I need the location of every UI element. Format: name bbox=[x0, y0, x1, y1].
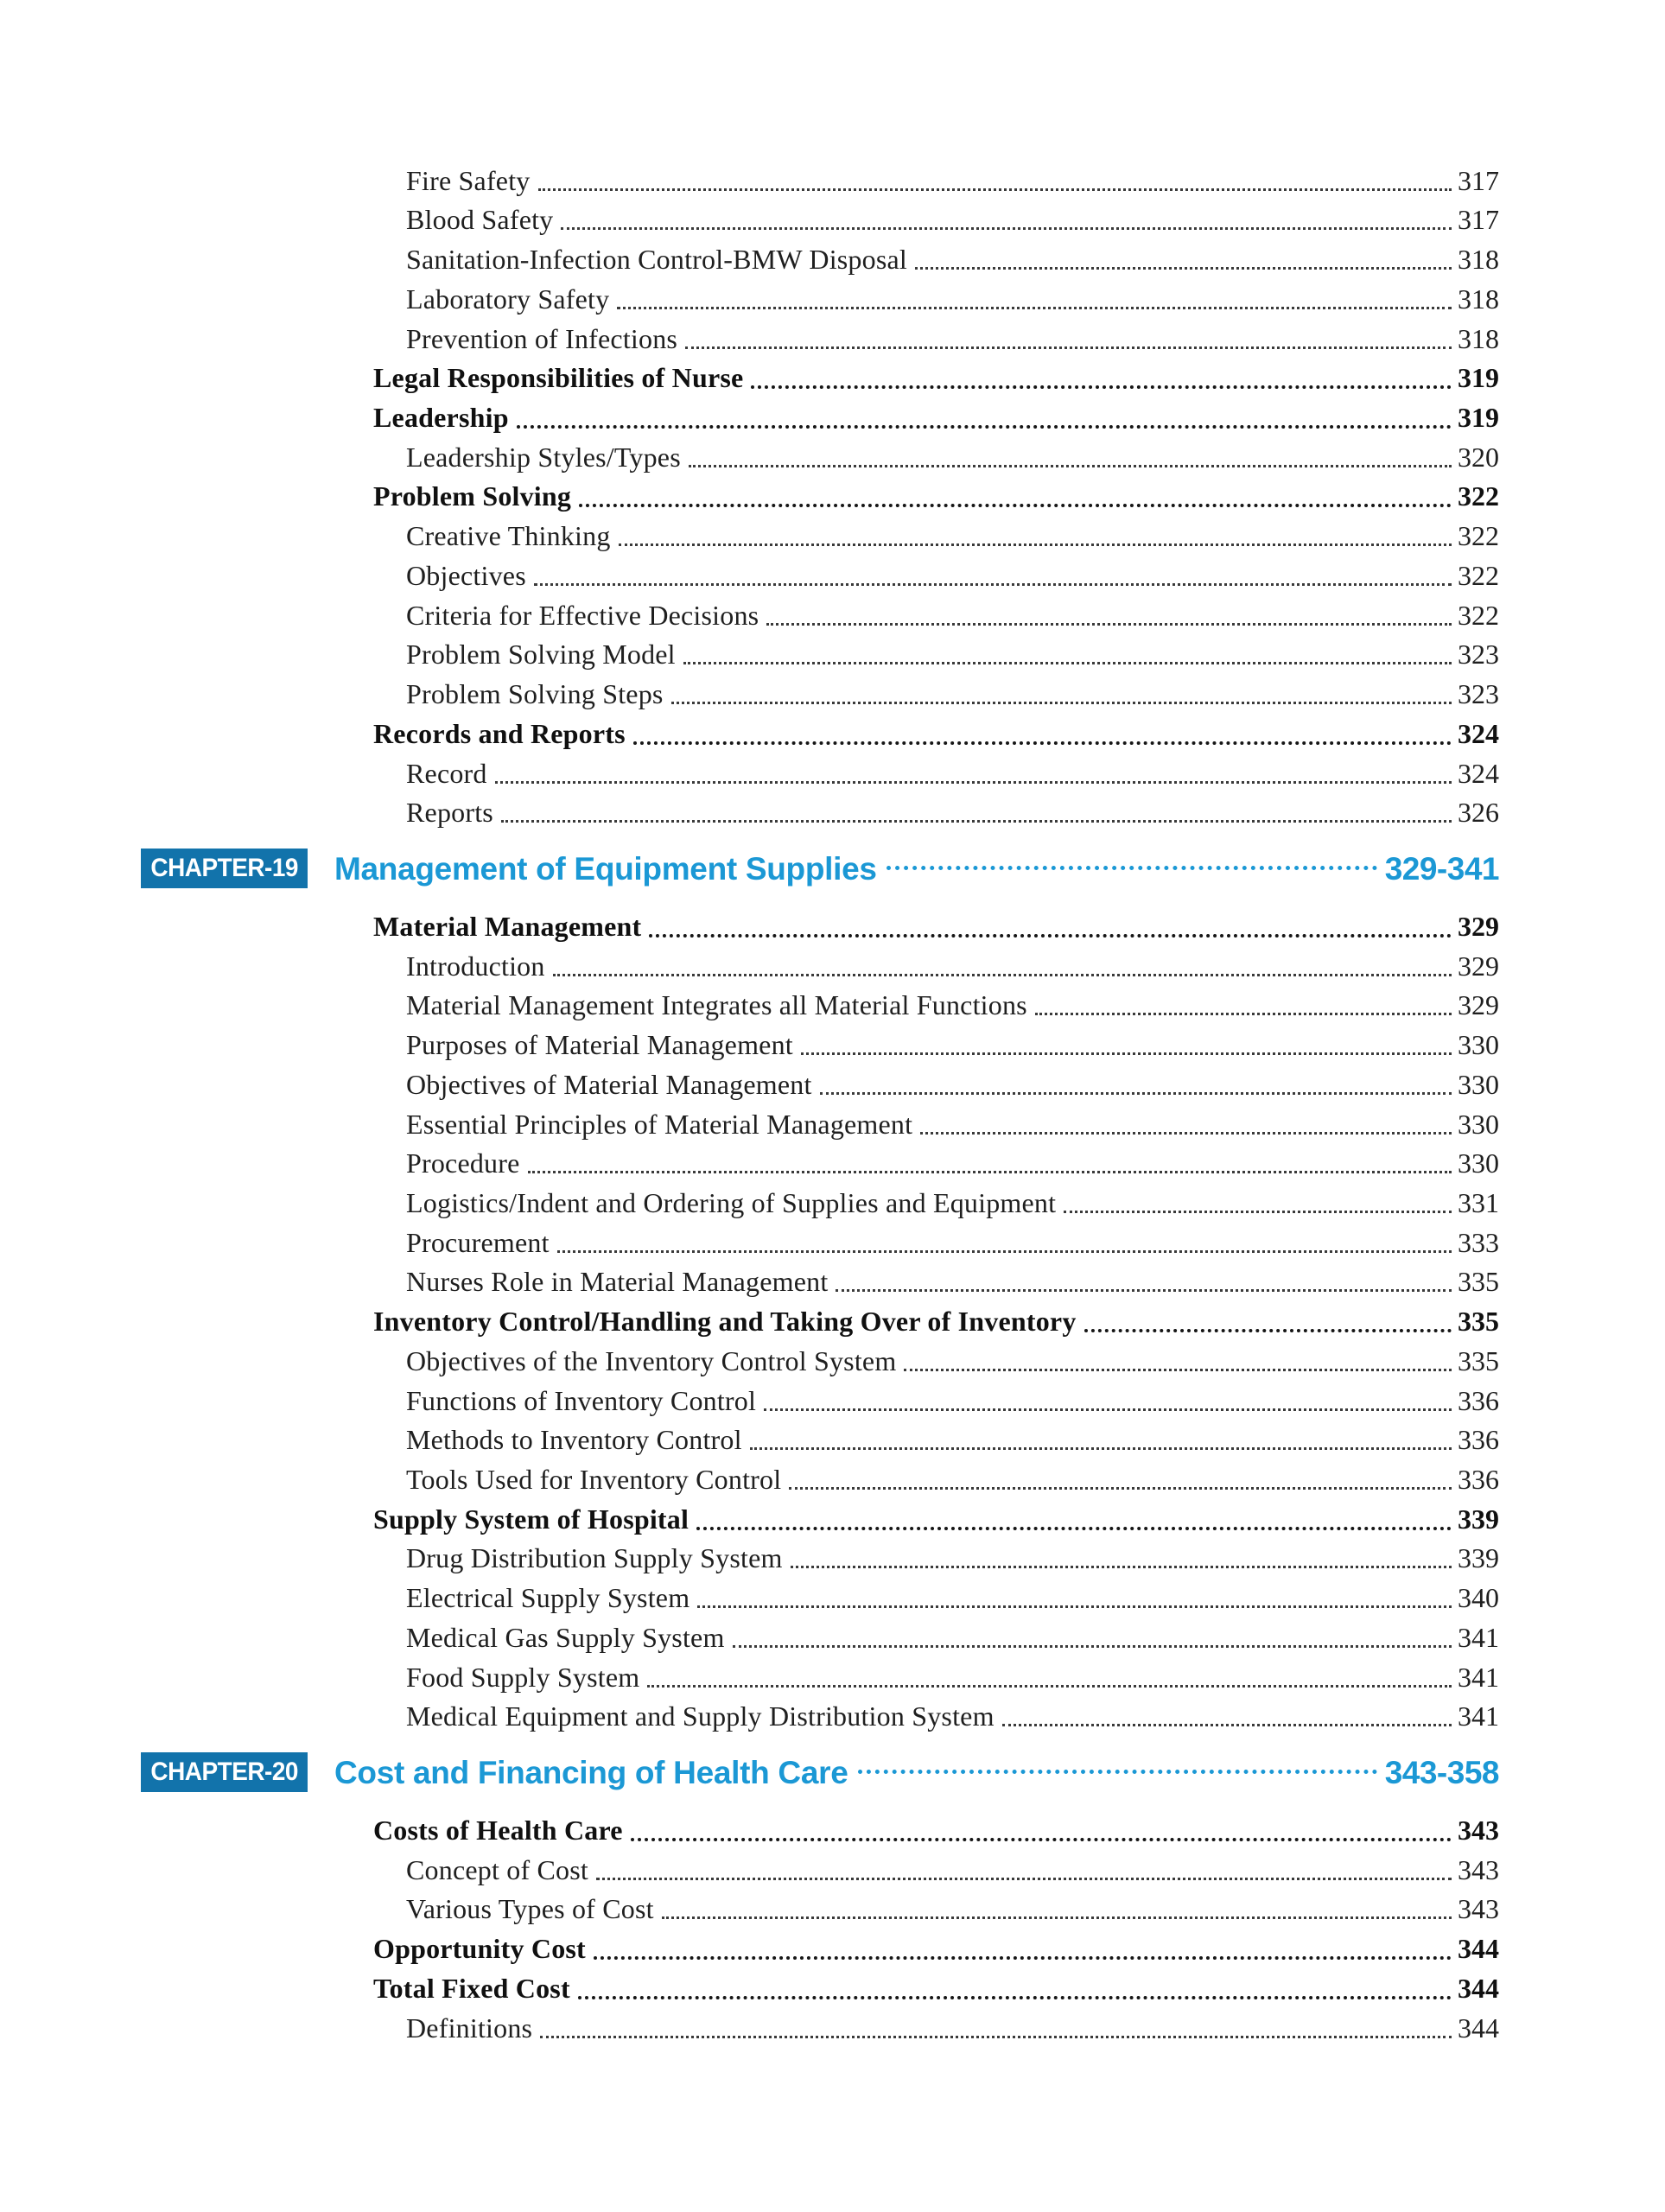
toc-entry-label: Medical Equipment and Supply Distribution System bbox=[406, 1700, 995, 1732]
toc-entry-page-number: 322 bbox=[1458, 559, 1499, 591]
dotted-leader bbox=[619, 543, 1452, 546]
toc-entry-page-number: 322 bbox=[1458, 599, 1499, 631]
toc-entry-page-number: 330 bbox=[1458, 1108, 1499, 1140]
toc-entry-page-number: 341 bbox=[1458, 1700, 1499, 1732]
toc-row bbox=[0, 2008, 1499, 2048]
toc-entry-label: Costs of Health Care bbox=[373, 1815, 623, 1847]
toc-entry-label: Creative Thinking bbox=[406, 520, 611, 552]
toc-entry-page-number: 329 bbox=[1458, 910, 1499, 942]
toc-row bbox=[0, 906, 1499, 946]
toc-entry-page-number: 344 bbox=[1458, 2012, 1499, 2044]
toc-row bbox=[0, 1421, 1499, 1460]
toc-row bbox=[0, 1850, 1499, 1890]
toc-row bbox=[0, 1144, 1499, 1184]
toc-entry-label: Opportunity Cost bbox=[373, 1933, 586, 1965]
dotted-leader bbox=[1064, 1211, 1452, 1213]
toc-entry-page-number: 339 bbox=[1458, 1503, 1499, 1535]
toc-entry-label: Record bbox=[406, 757, 487, 789]
toc-row bbox=[0, 359, 1499, 398]
toc-row bbox=[0, 1657, 1499, 1697]
dotted-leader bbox=[561, 227, 1452, 230]
chapter-section bbox=[0, 1746, 1499, 2047]
toc-entry-label: Introduction bbox=[406, 950, 545, 982]
toc-entry-label: Reports bbox=[406, 797, 493, 829]
toc-entry-label: Sanitation-Infection Control-BMW Disposal bbox=[406, 244, 907, 276]
toc-entry-label: Fire Safety bbox=[406, 164, 531, 196]
toc-entry-page-number: 336 bbox=[1458, 1424, 1499, 1456]
toc-entry-label: Supply System of Hospital bbox=[373, 1503, 690, 1535]
dotted-leader bbox=[647, 1685, 1452, 1688]
chapter-dotted-leader bbox=[887, 866, 1377, 870]
chapter-badge bbox=[141, 1752, 308, 1792]
toc-row bbox=[0, 1890, 1499, 1929]
dotted-leader bbox=[649, 934, 1452, 938]
toc-entry-label: Objectives of the Inventory Control System bbox=[406, 1344, 897, 1376]
toc-row bbox=[0, 1301, 1499, 1341]
toc-entry-label: Problem Solving bbox=[373, 480, 572, 512]
toc-row bbox=[0, 1618, 1499, 1657]
toc-entry-label: Problem Solving Steps bbox=[406, 678, 664, 710]
toc-row bbox=[0, 793, 1499, 833]
toc-entry-page-number: 344 bbox=[1458, 1933, 1499, 1965]
toc-row bbox=[0, 397, 1499, 437]
dotted-leader bbox=[920, 1132, 1452, 1135]
toc-entry-label: Objectives bbox=[406, 559, 526, 591]
toc-entry-label: Procedure bbox=[406, 1147, 520, 1179]
dotted-leader bbox=[685, 346, 1452, 349]
toc-entry-label: Inventory Control/Handling and Taking Over of Inventory bbox=[373, 1306, 1077, 1338]
toc-entry-page-number: 339 bbox=[1458, 1542, 1499, 1574]
toc-entry-label: Leadership Styles/Types bbox=[406, 441, 681, 473]
chapter-badge-label: CHAPTER-19 bbox=[150, 854, 298, 883]
toc-entry-label: Essential Principles of Material Management bbox=[406, 1108, 913, 1140]
toc-row bbox=[0, 437, 1499, 477]
toc-row bbox=[0, 674, 1499, 714]
toc-row bbox=[0, 753, 1499, 793]
dotted-leader bbox=[904, 1369, 1452, 1371]
toc-row bbox=[0, 1341, 1499, 1381]
dotted-leader bbox=[538, 188, 1452, 191]
toc-entry-page-number: 326 bbox=[1458, 797, 1499, 829]
toc-entry-page-number: 335 bbox=[1458, 1266, 1499, 1298]
dotted-leader bbox=[617, 307, 1452, 309]
chapter-badge bbox=[141, 849, 308, 888]
toc-entry-page-number: 330 bbox=[1458, 1068, 1499, 1100]
dotted-leader bbox=[557, 1250, 1452, 1253]
toc-entry-page-number: 319 bbox=[1458, 362, 1499, 394]
toc-entry-page-number: 329 bbox=[1458, 989, 1499, 1021]
toc-entry-page-number: 317 bbox=[1458, 164, 1499, 196]
dotted-leader bbox=[1084, 1329, 1452, 1332]
toc-entry-label: Medical Gas Supply System bbox=[406, 1621, 725, 1653]
toc-row bbox=[0, 1578, 1499, 1618]
toc-entry-label: Methods to Inventory Control bbox=[406, 1424, 742, 1456]
dotted-leader bbox=[801, 1052, 1452, 1055]
toc-entry-page-number: 343 bbox=[1458, 1853, 1499, 1885]
dotted-leader bbox=[766, 623, 1452, 626]
toc-row bbox=[0, 946, 1499, 986]
toc-continuation-section bbox=[0, 161, 1499, 832]
toc-entry-page-number: 320 bbox=[1458, 441, 1499, 473]
dotted-leader bbox=[534, 583, 1452, 586]
chapter-heading bbox=[0, 1746, 1499, 1798]
toc-entry-page-number: 330 bbox=[1458, 1147, 1499, 1179]
toc-entry-page-number: 322 bbox=[1458, 520, 1499, 552]
toc-entry-page-number: 341 bbox=[1458, 1621, 1499, 1653]
toc-entry-list bbox=[0, 906, 1499, 1736]
toc-entry-label: Concept of Cost bbox=[406, 1853, 588, 1885]
dotted-leader bbox=[553, 974, 1452, 976]
toc-entry-page-number: 323 bbox=[1458, 639, 1499, 671]
toc-entry-label: Various Types of Cost bbox=[406, 1893, 654, 1925]
chapter-heading bbox=[0, 842, 1499, 894]
dotted-leader bbox=[671, 702, 1452, 704]
toc-entry-label: Electrical Supply System bbox=[406, 1582, 690, 1614]
toc-row bbox=[0, 635, 1499, 675]
toc-entry-label: Problem Solving Model bbox=[406, 639, 676, 671]
chapter-dotted-leader bbox=[858, 1770, 1377, 1774]
toc-entry-page-number: 318 bbox=[1458, 244, 1499, 276]
dotted-leader bbox=[751, 385, 1452, 389]
toc-entry-label: Material Management Integrates all Material Functions bbox=[406, 989, 1027, 1021]
dotted-leader bbox=[501, 820, 1452, 823]
dotted-leader bbox=[733, 1645, 1452, 1648]
dotted-leader bbox=[495, 781, 1452, 784]
dotted-leader bbox=[662, 1916, 1452, 1919]
dotted-leader bbox=[683, 662, 1452, 664]
toc-entry-page-number: 317 bbox=[1458, 204, 1499, 236]
dotted-leader bbox=[578, 1996, 1452, 1999]
dotted-leader bbox=[517, 425, 1452, 429]
toc-row bbox=[0, 1381, 1499, 1421]
dotted-leader bbox=[1002, 1724, 1452, 1726]
toc-row bbox=[0, 319, 1499, 359]
toc-row bbox=[0, 1539, 1499, 1579]
chapter-page-range: 343-358 bbox=[1384, 1754, 1499, 1790]
toc-entry-page-number: 335 bbox=[1458, 1344, 1499, 1376]
toc-entry-page-number: 322 bbox=[1458, 480, 1499, 512]
dotted-leader bbox=[791, 1566, 1452, 1568]
dotted-leader bbox=[633, 741, 1452, 745]
toc-entry-page-number: 323 bbox=[1458, 678, 1499, 710]
toc-entry-label: Material Management bbox=[373, 910, 642, 942]
toc-row bbox=[0, 986, 1499, 1026]
toc-entry-label: Total Fixed Cost bbox=[373, 1972, 570, 2004]
toc-row bbox=[0, 477, 1499, 517]
toc-entry-label: Procurement bbox=[406, 1226, 550, 1258]
toc-entry-label: Legal Responsibilities of Nurse bbox=[373, 362, 744, 394]
toc-row bbox=[0, 1968, 1499, 2008]
toc-entry-page-number: 340 bbox=[1458, 1582, 1499, 1614]
toc-entry-page-number: 335 bbox=[1458, 1306, 1499, 1338]
toc-entry-label: Purposes of Material Management bbox=[406, 1029, 793, 1061]
toc-entry-label: Criteria for Effective Decisions bbox=[406, 599, 759, 631]
toc-entry-page-number: 341 bbox=[1458, 1661, 1499, 1693]
dotted-leader bbox=[750, 1447, 1452, 1450]
toc-row bbox=[0, 200, 1499, 240]
toc-row bbox=[0, 239, 1499, 279]
toc-row bbox=[0, 161, 1499, 200]
toc-entry-label: Records and Reports bbox=[373, 717, 626, 749]
toc-entry-page-number: 343 bbox=[1458, 1815, 1499, 1847]
toc-entry-page-number: 336 bbox=[1458, 1464, 1499, 1495]
chapter-page-range: 329-341 bbox=[1384, 850, 1499, 887]
dotted-leader bbox=[696, 1527, 1452, 1530]
chapter-title: Cost and Financing of Health Care bbox=[334, 1754, 848, 1790]
toc-entry-page-number: 331 bbox=[1458, 1186, 1499, 1218]
toc-row bbox=[0, 1459, 1499, 1499]
toc-entry-label: Functions of Inventory Control bbox=[406, 1384, 757, 1416]
toc-row bbox=[0, 1183, 1499, 1223]
toc-entry-label: Nurses Role in Material Management bbox=[406, 1266, 829, 1298]
chapter-section bbox=[0, 842, 1499, 1736]
toc-entry-page-number: 324 bbox=[1458, 757, 1499, 789]
toc-entry-page-number: 336 bbox=[1458, 1384, 1499, 1416]
dotted-leader bbox=[689, 465, 1452, 467]
toc-row bbox=[0, 1223, 1499, 1262]
dotted-leader bbox=[528, 1171, 1452, 1173]
toc-entry-list bbox=[0, 161, 1499, 832]
dotted-leader bbox=[1035, 1013, 1452, 1015]
toc-row bbox=[0, 1104, 1499, 1144]
toc-row bbox=[0, 714, 1499, 753]
toc-row bbox=[0, 595, 1499, 635]
toc-entry-label: Food Supply System bbox=[406, 1661, 640, 1693]
toc-row bbox=[0, 556, 1499, 595]
toc-row bbox=[0, 1065, 1499, 1104]
toc-row bbox=[0, 1262, 1499, 1302]
dotted-leader bbox=[915, 267, 1452, 270]
toc-entry-page-number: 318 bbox=[1458, 322, 1499, 354]
toc-entry-label: Logistics/Indent and Ordering of Supplies and Equipment bbox=[406, 1186, 1057, 1218]
toc-entry-label: Prevention of Infections bbox=[406, 322, 678, 354]
toc-entry-page-number: 343 bbox=[1458, 1893, 1499, 1925]
toc-row bbox=[0, 1025, 1499, 1065]
toc-entry-page-number: 333 bbox=[1458, 1226, 1499, 1258]
toc-row bbox=[0, 1697, 1499, 1737]
toc-entry-label: Laboratory Safety bbox=[406, 283, 610, 315]
dotted-leader bbox=[836, 1289, 1452, 1292]
toc-row bbox=[0, 1499, 1499, 1539]
dotted-leader bbox=[697, 1605, 1452, 1608]
toc-entry-page-number: 324 bbox=[1458, 717, 1499, 749]
toc-entry-label: Definitions bbox=[406, 2012, 533, 2044]
dotted-leader bbox=[579, 504, 1452, 507]
dotted-leader bbox=[631, 1838, 1452, 1841]
toc-row bbox=[0, 1929, 1499, 1968]
dotted-leader bbox=[594, 1956, 1452, 1960]
chapter-title: Management of Equipment Supplies bbox=[334, 850, 877, 887]
toc-row bbox=[0, 1810, 1499, 1850]
toc-row bbox=[0, 279, 1499, 319]
toc-entry-page-number: 344 bbox=[1458, 1972, 1499, 2004]
toc-entry-label: Objectives of Material Management bbox=[406, 1068, 812, 1100]
toc-entry-page-number: 329 bbox=[1458, 950, 1499, 982]
toc-entry-page-number: 330 bbox=[1458, 1029, 1499, 1061]
toc-entry-label: Drug Distribution Supply System bbox=[406, 1542, 783, 1574]
toc-entry-page-number: 318 bbox=[1458, 283, 1499, 315]
toc-entry-page-number: 319 bbox=[1458, 402, 1499, 434]
toc-entry-label: Leadership bbox=[373, 402, 509, 434]
dotted-leader bbox=[764, 1408, 1452, 1411]
dotted-leader bbox=[789, 1487, 1452, 1490]
chapter-badge-label: CHAPTER-20 bbox=[150, 1758, 298, 1787]
toc-row bbox=[0, 516, 1499, 556]
toc-entry-label: Blood Safety bbox=[406, 204, 554, 236]
toc-entry-label: Tools Used for Inventory Control bbox=[406, 1464, 782, 1495]
dotted-leader bbox=[596, 1878, 1452, 1880]
toc-entry-list bbox=[0, 1810, 1499, 2047]
dotted-leader bbox=[820, 1092, 1452, 1095]
dotted-leader bbox=[540, 2036, 1452, 2038]
